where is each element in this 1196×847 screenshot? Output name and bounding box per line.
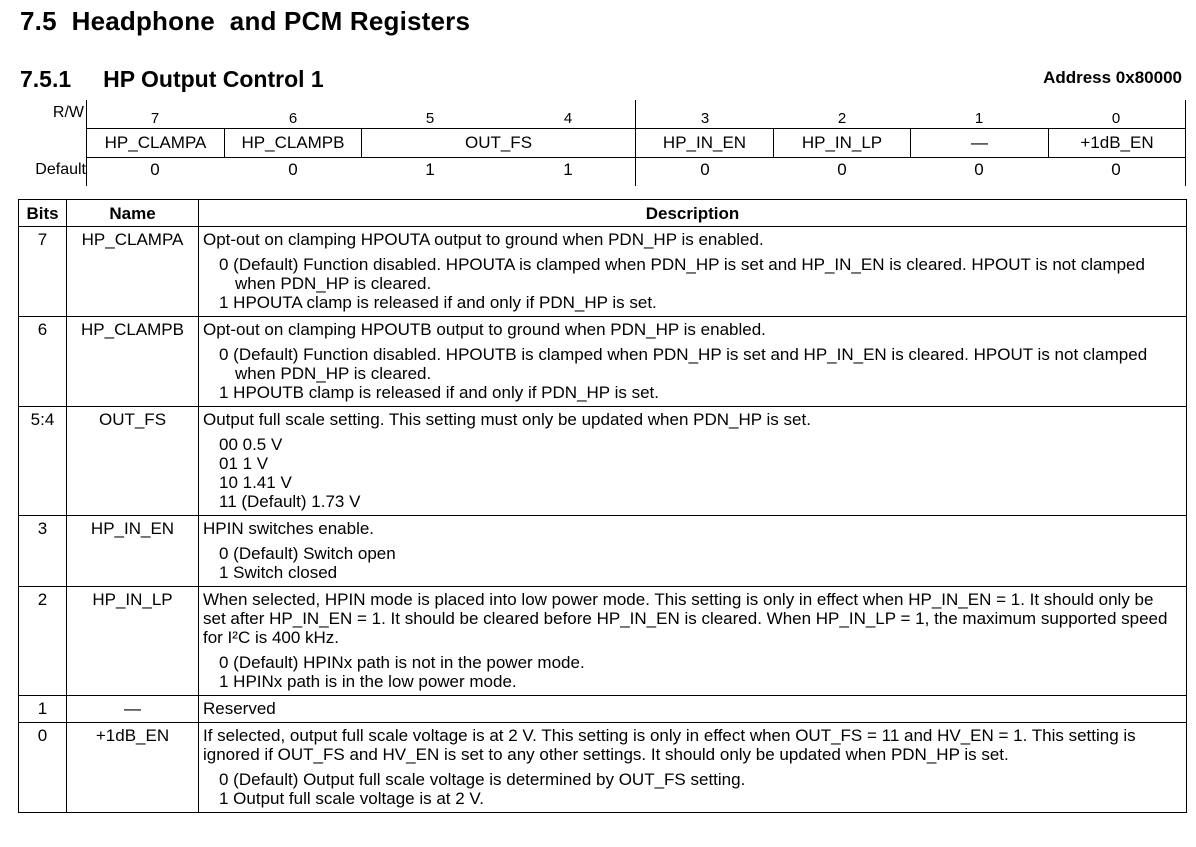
option-item: 0 (Default) Output full scale voltage is determined by OUT_FS setting. — [219, 770, 746, 789]
option-list — [219, 653, 1180, 691]
option-item: 0 (Default) HPINx path is not in the power mode. — [219, 653, 585, 672]
bit-number: 0 — [1111, 110, 1121, 127]
subsection-heading: 7.5.1 HP Output Control 1 — [20, 66, 324, 92]
default-value: 0 — [288, 160, 298, 179]
bits-cell: 0 — [19, 723, 67, 813]
description-cell — [199, 317, 1187, 407]
description-summary: When selected, HPIN mode is placed into low power mode. This setting is only in effect when HP_IN_EN = 1. It should only be set after HP_IN_EN = 1. It should be cleared before HP_IN_EN is cleared. When HP_IN_LP = 1, the maximum supported speed for I²C is 400 kHz. — [203, 590, 1168, 647]
option-list — [219, 255, 1180, 312]
bit-number: 4 — [563, 110, 573, 127]
option-item: 1 HPOUTB clamp is released if and only if PDN_HP is set. — [219, 383, 659, 402]
description-summary: Output full scale setting. This setting must only be updated when PDN_HP is set. — [203, 410, 811, 429]
bits-cell: 2 — [19, 587, 67, 696]
bit-number: 1 — [974, 110, 984, 127]
default-value: 0 — [974, 160, 984, 179]
name-cell: HP_CLAMPA — [67, 227, 199, 317]
default-value: 0 — [700, 160, 710, 179]
table-body — [19, 227, 1187, 813]
table-row — [19, 696, 1187, 723]
option-item: 1 HPOUTA clamp is released if and only if PDN_HP is set. — [219, 293, 657, 312]
column-header-description: Description — [199, 200, 1187, 227]
default-value: 0 — [837, 160, 847, 179]
table-row — [19, 317, 1187, 407]
column-header-bits: Bits — [19, 200, 67, 227]
name-cell: HP_IN_EN — [67, 516, 199, 587]
option-list — [219, 345, 1180, 402]
bit-number: 7 — [150, 110, 160, 127]
bits-cell: 6 — [19, 317, 67, 407]
field-reserved: — — [971, 133, 988, 152]
field-hp-in-en: HP_IN_EN — [662, 133, 747, 152]
table-row — [19, 407, 1187, 516]
table-row — [19, 723, 1187, 813]
description-cell — [199, 696, 1187, 723]
name-cell: HP_IN_LP — [67, 587, 199, 696]
table-row — [19, 227, 1187, 317]
bits-cell: 7 — [19, 227, 67, 317]
field-1db-en: +1dB_EN — [1080, 133, 1154, 152]
field-hp-clampa: HP_CLAMPA — [104, 133, 207, 152]
description-summary: Opt-out on clamping HPOUTB output to ground when PDN_HP is enabled. — [203, 320, 766, 339]
column-header-name: Name — [67, 200, 199, 227]
option-item: 10 1.41 V — [219, 473, 292, 492]
bits-cell: 3 — [19, 516, 67, 587]
rw-label: R/W — [52, 104, 84, 121]
default-value: 0 — [150, 160, 160, 179]
table-row — [19, 516, 1187, 587]
bit-number: 3 — [700, 110, 710, 127]
name-cell: — — [67, 696, 199, 723]
option-list — [219, 770, 1180, 808]
field-hp-in-lp: HP_IN_LP — [801, 133, 883, 152]
table-header-row — [19, 200, 1187, 227]
name-cell: HP_CLAMPB — [67, 317, 199, 407]
description-summary: Opt-out on clamping HPOUTA output to ground when PDN_HP is enabled. — [203, 230, 764, 249]
option-item: 11 (Default) 1.73 V — [219, 492, 361, 511]
description-summary: HPIN switches enable. — [203, 519, 375, 538]
option-item: 1 Output full scale voltage is at 2 V. — [219, 789, 484, 808]
description-summary: If selected, output full scale voltage is at 2 V. This setting is only in effect when OUT_FS = 11 and HV_EN = 1. This setting is ignored if OUT_FS and HV_EN is set to any other settings. It should only be updated when PDN_HP is set. — [203, 726, 1136, 764]
option-list — [219, 544, 1180, 582]
name-cell: +1dB_EN — [67, 723, 199, 813]
description-cell — [199, 227, 1187, 317]
field-hp-clampb: HP_CLAMPB — [241, 133, 345, 152]
default-label: Default — [35, 161, 86, 178]
option-item: 01 1 V — [219, 454, 269, 473]
table-row — [19, 587, 1187, 696]
section-heading: 7.5 Headphone and PCM Registers — [20, 6, 471, 36]
option-item: 1 HPINx path is in the low power mode. — [219, 672, 517, 691]
bit-number: 2 — [837, 110, 847, 127]
description-cell — [199, 516, 1187, 587]
option-list — [219, 435, 1180, 511]
field-out-fs: OUT_FS — [464, 133, 533, 152]
description-cell — [199, 723, 1187, 813]
description-summary: Reserved — [203, 699, 276, 718]
default-value: 1 — [563, 160, 573, 179]
bits-cell: 5:4 — [19, 407, 67, 516]
option-item: 0 (Default) Switch open — [219, 544, 396, 563]
description-cell — [199, 407, 1187, 516]
default-value: 0 — [1111, 160, 1121, 179]
bit-number: 6 — [288, 110, 298, 127]
name-cell: OUT_FS — [67, 407, 199, 516]
option-item: 0 (Default) Function disabled. HPOUTA is clamped when PDN_HP is set and HP_IN_EN is cleared. HPOUT is not clamped when PDN_HP is cleared. — [219, 255, 1145, 293]
register-description-table — [18, 199, 1187, 813]
bits-cell: 1 — [19, 696, 67, 723]
option-item: 1 Switch closed — [219, 563, 338, 582]
description-cell — [199, 587, 1187, 696]
default-value: 1 — [425, 160, 435, 179]
register-address: Address 0x80000 — [1043, 68, 1182, 87]
option-item: 00 0.5 V — [219, 435, 283, 454]
bit-number: 5 — [425, 110, 435, 127]
option-item: 0 (Default) Function disabled. HPOUTB is clamped when PDN_HP is set and HP_IN_EN is cleared. HPOUT is not clamped when PDN_HP is cleared. — [219, 345, 1148, 383]
register-bitmap — [18, 100, 1186, 192]
